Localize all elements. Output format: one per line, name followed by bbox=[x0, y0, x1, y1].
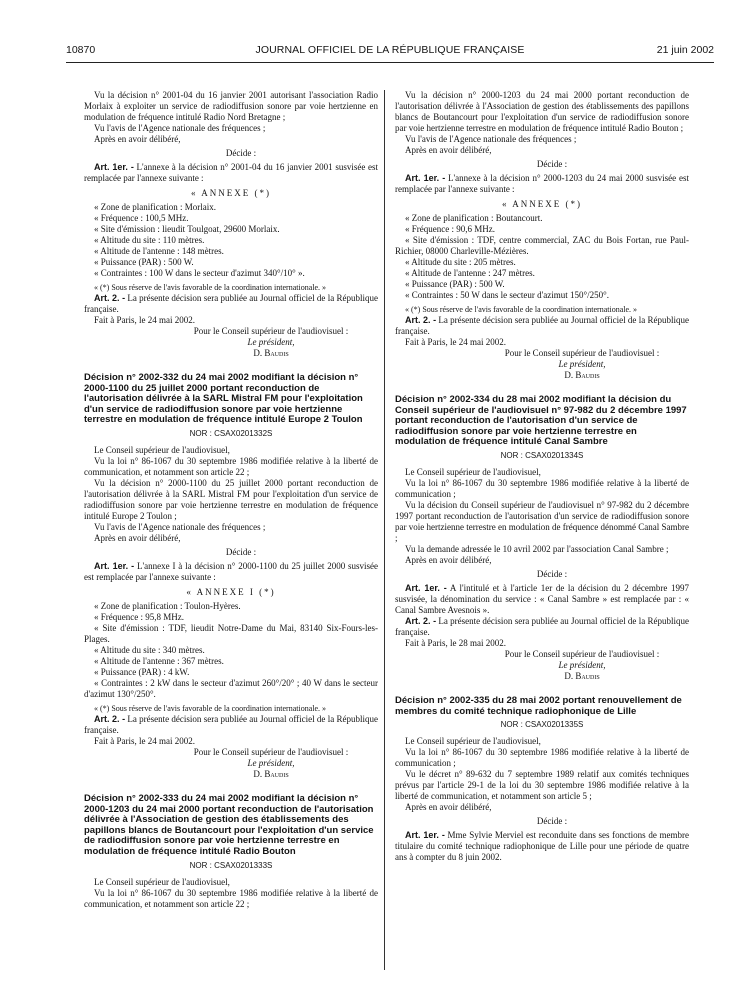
signature-role: Le président, bbox=[247, 757, 295, 768]
paragraph: Vu l'avis de l'Agence nationale des fréquences ; bbox=[94, 521, 266, 532]
nor-reference: NOR : CSAX0201335S bbox=[500, 720, 584, 730]
annexe-item: « Puissance (PAR) : 500 W. bbox=[405, 279, 505, 289]
paragraph: Vu le décret n° 89-632 du 7 septembre 1989 relatif aux comités techniques prévus par l'article 29-1 de la loi du 30 septembre 1986 modifiée relative à la liberté de communication, et notamment son article 5 ; bbox=[395, 769, 689, 802]
paragraph: Le Conseil supérieur de l'audiovisuel, bbox=[405, 466, 541, 477]
article-label: Art. 1er. - bbox=[405, 582, 447, 593]
annexe-item: « Fréquence : 90,6 MHz. bbox=[405, 224, 495, 234]
article-label: Art. 1er. - bbox=[405, 830, 445, 841]
annexe-item: « Contraintes : 2 kW dans le secteur d'azimut 260°/20° ; 40 W dans le secteur d'azimut 130°/250°. bbox=[84, 677, 378, 699]
article-label: Art. 2. - bbox=[94, 713, 126, 724]
signature-name: D. Baudis bbox=[253, 768, 289, 779]
paragraph: Vu la loi n° 86-1067 du 30 septembre 1986 modifiée relative à la liberté de communication, et notamment son article 22 ; bbox=[84, 455, 378, 477]
header-rule bbox=[66, 62, 714, 63]
annexe-item: « Zone de planification : Toulon-Hyères. bbox=[94, 600, 241, 611]
page-number: 10870 bbox=[66, 44, 96, 56]
annexe-item: « Zone de planification : Morlaix. bbox=[94, 202, 216, 212]
fait-line: Fait à Paris, le 28 mai 2002. bbox=[405, 637, 506, 648]
paragraph: Vu la décision n° 2000-1100 du 25 juillet 2000 portant reconduction de l'autorisation délivrée à la SARL Mistral FM pour l'exploitation d'un service de radiodiffusion sonore par voie hertzienne terrestre en modulation de fréquence intitulé Europe 2 Toulon ; bbox=[84, 477, 378, 521]
article-label: Art. 1er. - bbox=[94, 560, 135, 571]
decision-title: Décision n° 2002-335 du 28 mai 2002 portant renouvellement de membres du comité technique radiophonique de Lille bbox=[395, 694, 682, 717]
annexe-title: « ANNEXE (*) bbox=[502, 199, 582, 209]
fait-line: Fait à Paris, le 24 mai 2002. bbox=[94, 315, 195, 325]
signature-line: Pour le Conseil supérieur de l'audiovisuel : bbox=[193, 326, 349, 336]
paragraph: Vu la décision n° 2001-04 du 16 janvier 2001 autorisant l'association Radio Morlaix à exploiter un service de radiodiffusion sonore par voie hertzienne en modulation de fréquence intitulé Radio Nord Bretagne ; bbox=[84, 90, 378, 122]
annexe-item: « Contraintes : 100 W dans le secteur d'azimut 340°/10° ». bbox=[94, 268, 305, 278]
issue-date: 21 juin 2002 bbox=[656, 44, 714, 56]
paragraph: Vu la demande adressée le 10 avril 2002 par l'association Canal Sambre ; bbox=[405, 543, 669, 554]
nor-reference: NOR : CSAX0201333S bbox=[189, 860, 273, 870]
article-text: L'annexe à la décision n° 2001-04 du 16 janvier 2001 susvisée est remplacée par l'annexe suivante : bbox=[84, 162, 379, 183]
decision-title: Décision n° 2002-332 du 24 mai 2002 modifiant la décision n° 2000-1100 du 25 juillet 2000 portant reconduction de l'autorisation délivrée à la SARL Mistral FM pour l'exploitation d'un service de radiodiffusion sonore par voie hertzienne terrestre en modulation de fréquence intitulé Europe 2 Toulon bbox=[84, 372, 363, 426]
annexe-item: « Site d'émission : TDF, lieudit Notre-Dame du Mai, 83140 Six-Fours-les-Plages. bbox=[84, 622, 378, 644]
annexe-title: « ANNEXE I (*) bbox=[186, 586, 276, 597]
decide-heading: Décide : bbox=[536, 816, 568, 827]
annexe-item: « Contraintes : 50 W dans le secteur d'azimut 150°/250°. bbox=[405, 290, 609, 300]
decision-title: Décision n° 2002-333 du 24 mai 2002 modifiant la décision n° 2000-1203 du 24 mai 2000 portant reconduction de l'autorisation délivrée à l'Association de gestion des établissements des papillons blancs de Boutancourt pour l'exploitation d'un service de radiodiffusion sonore par voie hertzienne terrestre en modulation de fréquence intitulé Radio Bouton bbox=[84, 792, 374, 857]
signature-role: Le président, bbox=[558, 359, 606, 369]
nor-reference: NOR : CSAX0201334S bbox=[500, 450, 584, 460]
signature-name: D. Baudis bbox=[253, 348, 289, 358]
fait-line: Fait à Paris, le 24 mai 2002. bbox=[405, 337, 506, 347]
paragraph: Après en avoir délibéré, bbox=[405, 554, 492, 565]
article-text: La présente décision sera publiée au Journal officiel de la République française. bbox=[84, 293, 378, 314]
left-column bbox=[84, 90, 378, 910]
signature-line: Pour le Conseil supérieur de l'audiovisuel : bbox=[504, 648, 660, 659]
signature-name: D. Baudis bbox=[564, 370, 600, 380]
journal-title: JOURNAL OFFICIEL DE LA RÉPUBLIQUE FRANÇAISE bbox=[255, 44, 525, 56]
article-1 bbox=[395, 583, 689, 616]
article-1 bbox=[395, 173, 689, 195]
decision-title: Décision n° 2002-334 du 28 mai 2002 modifiant la décision du Conseil supérieur de l'audiovisuel n° 97-982 du 2 décembre 1997 portant reconduction de l'autorisation d'un service de radiodiffusion sonore par voie hertzienne terrestre en modulation de fréquence intitulé Canal Sambre bbox=[395, 394, 687, 448]
paragraph: Vu l'avis de l'Agence nationale des fréquences ; bbox=[405, 134, 577, 144]
annexe-item: « Zone de planification : Boutancourt. bbox=[405, 213, 543, 223]
paragraph: Vu la loi n° 86-1067 du 30 septembre 1986 modifiée relative à la liberté de communication, et notamment son article 22 ; bbox=[84, 887, 378, 909]
annexe-item: « Altitude du site : 110 mètres. bbox=[94, 235, 205, 245]
signature-role: Le président, bbox=[247, 337, 295, 347]
page-header bbox=[66, 44, 714, 60]
paragraph: Vu la décision n° 2000-1203 du 24 mai 2000 portant reconduction de l'autorisation délivrée à l'Association de gestion des établissements des papillons blancs de Boutancourt pour l'exploitation d'un service de radiodiffusion sonore par voie hertzienne terrestre en modulation de fréquence intitulé Radio Bouton ; bbox=[395, 90, 689, 133]
annexe-title: « ANNEXE (*) bbox=[191, 188, 271, 198]
paragraph: Vu la décision du Conseil supérieur de l'audiovisuel n° 97-982 du 2 décembre 1997 portant reconduction de l'autorisation d'un service de radiodiffusion sonore par voie hertzienne terrestre en modulation de fréquence dénommé Canal Sambre ; bbox=[395, 499, 689, 543]
paragraph: Vu l'avis de l'Agence nationale des fréquences ; bbox=[94, 123, 266, 133]
article-text: L'annexe à la décision n° 2000-1203 du 24 mai 2000 susvisée est remplacée par l'annexe suivante : bbox=[395, 173, 689, 194]
right-column bbox=[395, 90, 689, 863]
signature-name: D. Baudis bbox=[564, 670, 600, 681]
paragraph: Après en avoir délibéré, bbox=[405, 145, 492, 155]
annexe-item: « Altitude de l'antenne : 148 mètres. bbox=[94, 246, 224, 256]
article-2 bbox=[84, 714, 378, 736]
article-label: Art. 1er. - bbox=[405, 173, 446, 183]
article-label: Art. 1er. - bbox=[94, 162, 134, 172]
annexe-item: « Site d'émission : TDF, centre commercial, ZAC du Bois Fortan, rue Paul-Richier, 08000 Charleville-Mézières. bbox=[395, 235, 689, 256]
decide-heading: Décide : bbox=[225, 546, 257, 557]
paragraph: Vu la loi n° 86-1067 du 30 septembre 1986 modifiée relative à la liberté de communication ; bbox=[395, 477, 689, 499]
article-text: La présente décision sera publiée au Journal officiel de la République française. bbox=[395, 315, 689, 336]
footnote: « (*) Sous réserve de l'avis favorable de la coordination internationale. » bbox=[94, 283, 327, 292]
decide-heading: Décide : bbox=[536, 159, 568, 169]
column-divider bbox=[384, 90, 385, 970]
decide-heading: Décide : bbox=[225, 148, 257, 158]
signature-line: Pour le Conseil supérieur de l'audiovisuel : bbox=[193, 746, 349, 757]
paragraph: Le Conseil supérieur de l'audiovisuel, bbox=[94, 444, 230, 455]
annexe-item: « Puissance (PAR) : 4 kW. bbox=[94, 666, 190, 677]
fait-line: Fait à Paris, le 24 mai 2002. bbox=[94, 735, 195, 746]
annexe-item: « Fréquence : 95,8 MHz. bbox=[94, 611, 184, 622]
article-1 bbox=[84, 561, 378, 583]
annexe-item: « Puissance (PAR) : 500 W. bbox=[94, 257, 194, 267]
article-text: Mme Sylvie Merviel est reconduite dans ses fonctions de membre titulaire du comité technique radiophonique de Lille pour une période de quatre ans à compter du 8 juin 2002. bbox=[395, 830, 689, 863]
article-label: Art. 2. - bbox=[94, 293, 126, 303]
article-1 bbox=[84, 162, 378, 184]
article-text: A l'intitulé et à l'article 1er de la décision du 2 décembre 1997 susvisée, la dénomination du service : « Canal Sambre » est remplacée par : « Canal Sambre Avesnois ». bbox=[395, 582, 689, 615]
paragraph: Le Conseil supérieur de l'audiovisuel, bbox=[405, 736, 541, 747]
nor-reference: NOR : CSAX0201332S bbox=[189, 428, 273, 438]
article-2 bbox=[395, 315, 689, 337]
article-2 bbox=[84, 293, 378, 315]
annexe-item: « Altitude de l'antenne : 367 mètres. bbox=[94, 655, 224, 666]
signature-role: Le président, bbox=[558, 659, 606, 670]
article-1 bbox=[395, 830, 689, 863]
paragraph: Le Conseil supérieur de l'audiovisuel, bbox=[94, 876, 230, 887]
signature-line: Pour le Conseil supérieur de l'audiovisuel : bbox=[504, 348, 660, 358]
footnote: « (*) Sous réserve de l'avis favorable de la coordination internationale. » bbox=[405, 305, 638, 314]
paragraph: Après en avoir délibéré, bbox=[405, 802, 492, 813]
article-text: La présente décision sera publiée au Journal officiel de la République française. bbox=[84, 713, 378, 735]
article-label: Art. 2. - bbox=[405, 615, 437, 626]
annexe-item: « Altitude du site : 340 mètres. bbox=[94, 644, 205, 655]
annexe-item: « Fréquence : 100,5 MHz. bbox=[94, 213, 189, 223]
paragraph: Vu la loi n° 86-1067 du 30 septembre 1986 modifiée relative à la liberté de communication ; bbox=[395, 747, 689, 769]
paragraph: Après en avoir délibéré, bbox=[94, 134, 181, 144]
article-2 bbox=[395, 616, 689, 638]
annexe-item: « Site d'émission : lieudit Toulgoat, 29600 Morlaix. bbox=[94, 224, 280, 234]
annexe-item: « Altitude de l'antenne : 247 mètres. bbox=[405, 268, 535, 278]
article-label: Art. 2. - bbox=[405, 315, 437, 325]
footnote: « (*) Sous réserve de l'avis favorable de la coordination internationale. » bbox=[94, 703, 327, 713]
annexe-item: « Altitude du site : 205 mètres. bbox=[405, 257, 516, 267]
article-text: L'annexe I à la décision n° 2000-1100 du 25 juillet 2000 susvisée est remplacée par l'annexe suivante : bbox=[84, 560, 379, 582]
decide-heading: Décide : bbox=[536, 568, 568, 579]
article-text: La présente décision sera publiée au Journal officiel de la République française. bbox=[395, 615, 689, 637]
paragraph: Après en avoir délibéré, bbox=[94, 532, 181, 543]
